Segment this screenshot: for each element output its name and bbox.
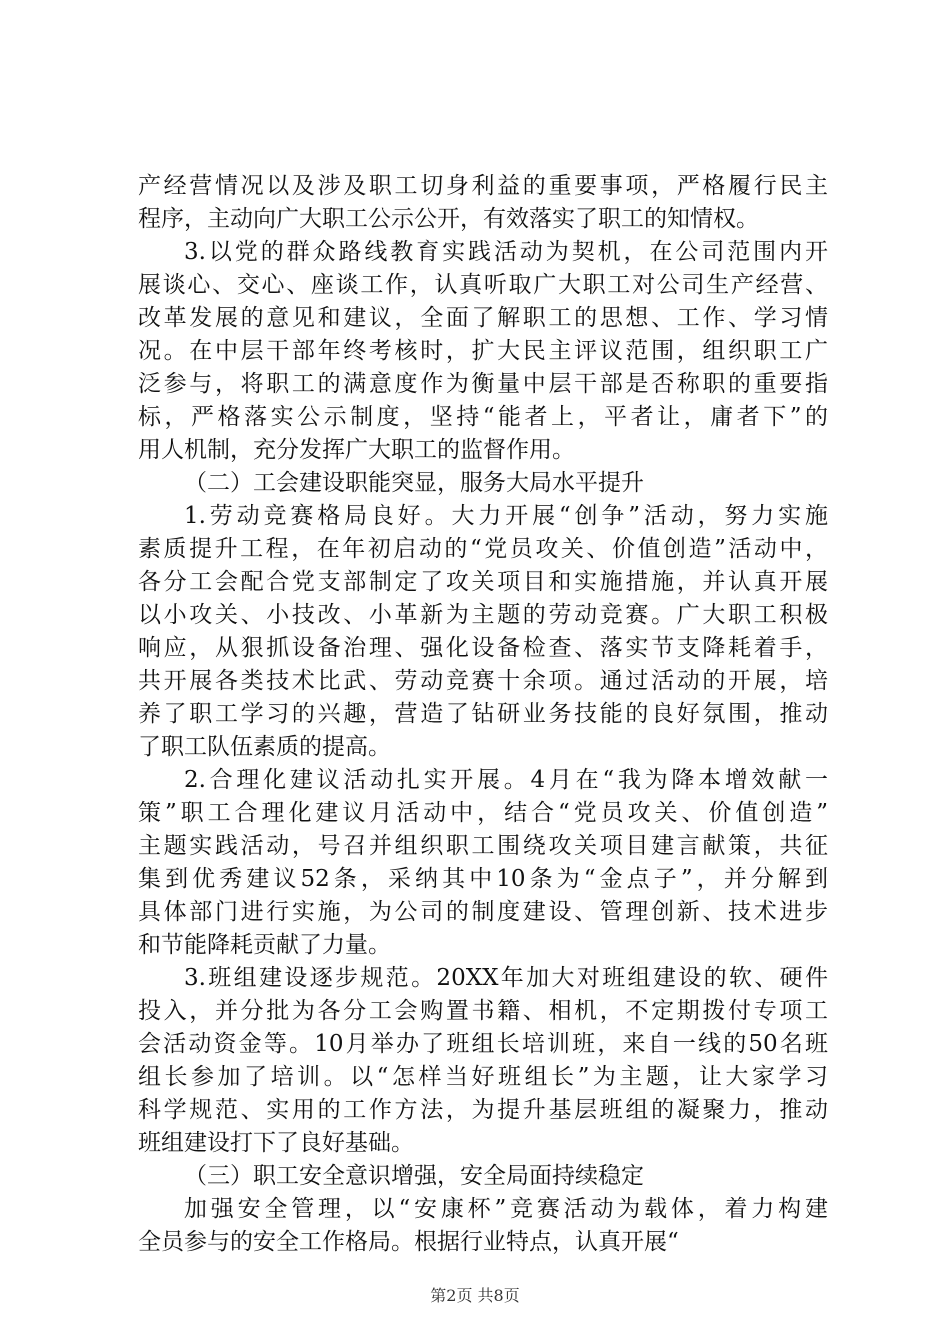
text-line: 班组建设打下了良好基础。 — [138, 1130, 414, 1156]
text-line: 全员参与的安全工作格局。根据行业特点，认真开展“ — [138, 1229, 679, 1255]
text-line: 1.劳动竞赛格局良好。大力开展“创争”活动，努力实施 — [184, 503, 828, 529]
text-line: 集到优秀建议52条，采纳其中10条为“金点子”，并分解到 — [138, 866, 828, 892]
text-line: 各分工会配合党支部制定了攻关项目和实施措施，并认真开展 — [138, 569, 828, 595]
text-line: 2.合理化建议活动扎实开展。4月在“我为降本增效献一 — [184, 767, 828, 793]
text-line: 共开展各类技术比武、劳动竞赛十余项。通过活动的开展，培 — [138, 668, 828, 694]
text-line: 产经营情况以及涉及职工切身利益的重要事项，严格履行民主 — [138, 173, 828, 199]
text-line: 况。在中层干部年终考核时，扩大民主评议范围，组织职工广 — [138, 338, 828, 364]
text-line: 投入，并分批为各分工会购置书籍、相机，不定期拨付专项工 — [138, 998, 828, 1024]
text-line: 主题实践活动，号召并组织职工围绕攻关项目建言献策，共征 — [138, 833, 828, 859]
section-heading: （二）工会建设职能突显，服务大局水平提升 — [184, 470, 644, 496]
text-line: 素质提升工程，在年初启动的“党员攻关、价值创造”活动中， — [138, 536, 828, 562]
text-line: 会活动资金等。10月举办了班组长培训班，来自一线的50名班 — [138, 1031, 828, 1057]
text-line: 和节能降耗贡献了力量。 — [138, 932, 391, 958]
page-footer: 第2页 共8页 — [430, 1286, 520, 1305]
text-line: 养了职工学习的兴趣，营造了钻研业务技能的良好氛围，推动 — [138, 701, 828, 727]
text-line: 了职工队伍素质的提高。 — [138, 734, 391, 760]
text-line: 改革发展的意见和建议，全面了解职工的思想、工作、学习情 — [138, 305, 828, 331]
text-line: 用人机制，充分发挥广大职工的监督作用。 — [138, 437, 575, 463]
section-heading: （三）职工安全意识增强，安全局面持续稳定 — [184, 1163, 644, 1189]
text-line: 展谈心、交心、座谈工作，认真听取广大职工对公司生产经营、 — [138, 272, 828, 298]
text-line: 加强安全管理，以“安康杯”竞赛活动为载体，着力构建 — [184, 1196, 828, 1222]
text-line: 科学规范、实用的工作方法，为提升基层班组的凝聚力，推动 — [138, 1097, 828, 1123]
text-line: 程序，主动向广大职工公示公开，有效落实了职工的知情权。 — [138, 206, 759, 232]
text-line: 组长参加了培训。以“怎样当好班组长”为主题，让大家学习 — [138, 1064, 828, 1090]
text-line: 标，严格落实公示制度，坚持“能者上，平者让，庸者下”的 — [138, 404, 828, 430]
text-line: 以小攻关、小技改、小革新为主题的劳动竞赛。广大职工积极 — [138, 602, 828, 628]
text-line: 3.以党的群众路线教育实践活动为契机，在公司范围内开 — [184, 239, 828, 265]
text-line: 3.班组建设逐步规范。20XX年加大对班组建设的软、硬件 — [184, 965, 828, 991]
text-line: 泛参与，将职工的满意度作为衡量中层干部是否称职的重要指 — [138, 371, 828, 397]
text-line: 响应，从狠抓设备治理、强化设备检查、落实节支降耗着手， — [138, 635, 828, 661]
text-line: 具体部门进行实施，为公司的制度建设、管理创新、技术进步 — [138, 899, 828, 925]
document-body — [138, 170, 828, 1259]
text-line: 策”职工合理化建议月活动中，结合“党员攻关、价值创造” — [138, 800, 828, 826]
